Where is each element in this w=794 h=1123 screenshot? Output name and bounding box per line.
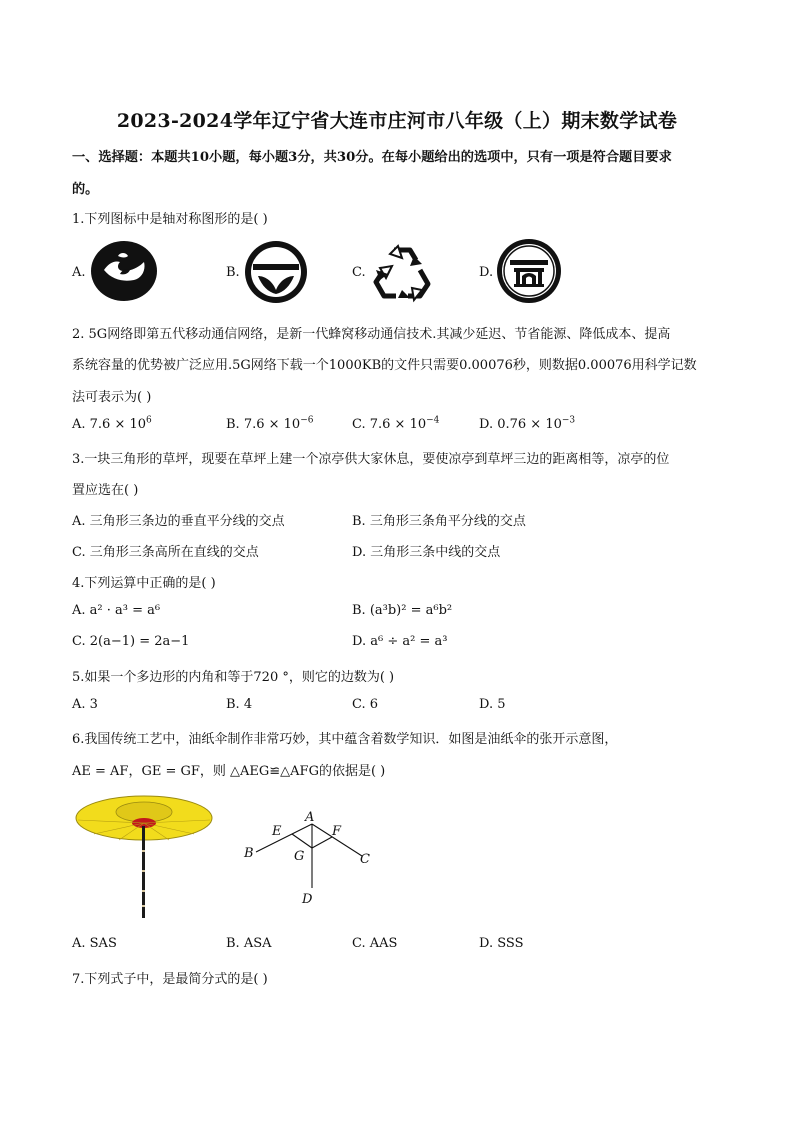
q2-stem-line2: 系统容量的优势被广泛应用.5G网络下载一个1000KB的文件只需要0.00076秒，则数据0.00076用科学记数 xyxy=(72,358,697,373)
q1-option-a-label: A. xyxy=(72,265,86,280)
section-header-line1: 一、选择题：本题共10小题，每小题3分，共30分。在每小题给出的选项中，只有一项是符合题目要求 xyxy=(72,150,672,165)
q6-stem-line2: AE = AF，GE = GF，则 △AEG≌△AFG的依据是( ) xyxy=(72,764,386,779)
q4-option-d: D. a⁶ ÷ a² = a³ xyxy=(352,634,448,649)
swirl-logo-icon xyxy=(90,240,158,302)
q4-stem: 4.下列运算中正确的是( ) xyxy=(72,576,216,591)
section-header-line2: 的。 xyxy=(72,182,99,197)
q4-option-b: B. (a³b)² = a⁶b² xyxy=(352,603,453,618)
q3-option-d: D. 三角形三条中线的交点 xyxy=(352,545,501,560)
recycle-icon xyxy=(370,240,434,304)
point-f-label: F xyxy=(332,824,342,839)
q5-option-d: D. 5 xyxy=(479,697,506,712)
point-d-label: D xyxy=(302,892,313,907)
q6-option-c: C. AAS xyxy=(352,936,398,951)
q2-option-a: A. $7.6 \times 10^6$ xyxy=(72,415,152,432)
q2-option-b: B. $7.6 \times 10^{-6}$ xyxy=(226,415,314,432)
q2-option-c: C. $7.6 \times 10^{-4}$ xyxy=(352,415,440,432)
point-c-label: C xyxy=(360,852,370,867)
q3-option-c: C. 三角形三条高所在直线的交点 xyxy=(72,545,259,560)
q6-option-a: A. SAS xyxy=(72,936,117,951)
q3-stem-line2: 置应选在( ) xyxy=(72,483,139,498)
point-e-label: E xyxy=(272,824,282,839)
q6-option-b: B. ASA xyxy=(226,936,272,951)
point-b-label: B xyxy=(244,846,254,861)
q3-stem-line1: 3.一块三角形的草坪，现要在草坪上建一个凉亭供大家休息，要使凉亭到草坪三边的距离相等，凉亭的位 xyxy=(72,452,670,467)
q6-stem-line1: 6.我国传统工艺中，油纸伞制作非常巧妙，其中蕴含着数学知识．如图是油纸伞的张开示意图， xyxy=(72,732,618,747)
gate-emblem-icon xyxy=(496,238,562,304)
q1-option-d-label: D. xyxy=(479,265,494,280)
umbrella-illustration xyxy=(74,790,214,920)
page-title: 2023-2024学年辽宁省大连市庄河市八年级（上）期末数学试卷 xyxy=(116,110,678,132)
q4-option-a: A. a² · a³ = a⁶ xyxy=(72,603,161,618)
segment-eg xyxy=(292,834,312,848)
segment-ba xyxy=(256,824,312,852)
leaf-emblem-icon xyxy=(244,240,308,304)
q2-stem-line3: 法可表示为( ) xyxy=(72,390,152,405)
q4-option-c: C. 2(a−1) = 2a−1 xyxy=(72,634,190,649)
q5-stem: 5.如果一个多边形的内角和等于720 °，则它的边数为( ) xyxy=(72,670,395,685)
q1-option-c-label: C. xyxy=(352,265,366,280)
q1-option-b-label: B. xyxy=(226,265,240,280)
q6-option-d: D. SSS xyxy=(479,936,524,951)
q3-option-a: A. 三角形三条边的垂直平分线的交点 xyxy=(72,514,285,529)
q3-option-b: B. 三角形三条角平分线的交点 xyxy=(352,514,526,529)
segment-fg xyxy=(312,837,332,848)
q2-option-d: D. $0.76 \times 10^{-3}$ xyxy=(479,415,576,432)
point-g-label: G xyxy=(294,849,305,864)
q5-option-c: C. 6 xyxy=(352,697,379,712)
q1-stem: 1.下列图标中是轴对称图形的是( ) xyxy=(72,212,268,227)
q5-option-b: B. 4 xyxy=(226,697,253,712)
point-a-label: A xyxy=(305,810,315,825)
q7-stem: 7.下列式子中，是最简分式的是( ) xyxy=(72,972,268,987)
q2-stem-line1: 2. 5G网络即第五代移动通信网络，是新一代蜂窝移动通信技术.其减少延迟、节省能源、降低成本、提高 xyxy=(72,327,671,342)
q5-option-a: A. 3 xyxy=(72,697,98,712)
